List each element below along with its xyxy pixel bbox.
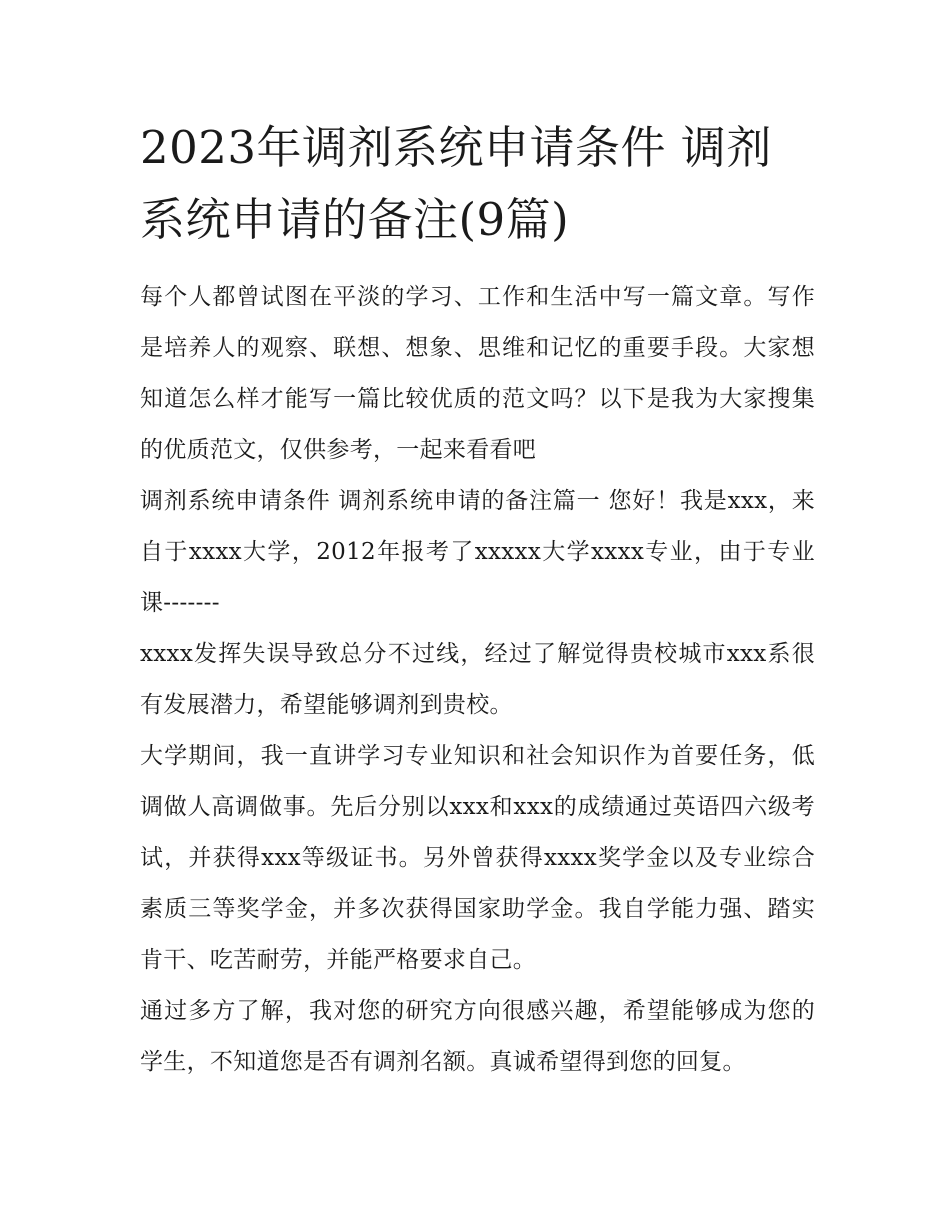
paragraph: 通过多方了解，我对您的研究方向很感兴趣，希望能够成为您的学生，不知道您是否有调剂名额。真诚希望得到您的回复。 (140, 998, 815, 1075)
paragraph: 调剂系统申请条件 调剂系统申请的备注篇一 您好！我是xxx，来自于xxxx大学，2012年报考了xxxxx大学xxxx专业，由于专业课------- (140, 488, 815, 616)
document-title: 2023年调剂系统申请条件 调剂系统申请的备注(9篇) (140, 121, 772, 246)
paragraph: xxxx发挥失误导致总分不过线，经过了解觉得贵校城市xxx系很有发展潜力，希望能够调剂到贵校。 (140, 641, 815, 718)
document-body (140, 272, 815, 1088)
document-page (140, 112, 815, 1088)
paragraph: 大学期间，我一直讲学习专业知识和社会知识作为首要任务，低调做人高调做事。先后分别以xxx和xxx的成绩通过英语四六级考试，并获得xxx等级证书。另外曾获得xxxx奖学金以及专业综合素质三等奖学金，并多次获得国家助学金。我自学能力强、踏实肯干、吃苦耐劳，并能严格要求自己。 (140, 743, 815, 973)
paragraph: 每个人都曾试图在平淡的学习、工作和生活中写一篇文章。写作是培养人的观察、联想、想象、思维和记忆的重要手段。大家想知道怎么样才能写一篇比较优质的范文吗？以下是我为大家搜集的优质范文，仅供参考，一起来看看吧 (140, 284, 815, 463)
